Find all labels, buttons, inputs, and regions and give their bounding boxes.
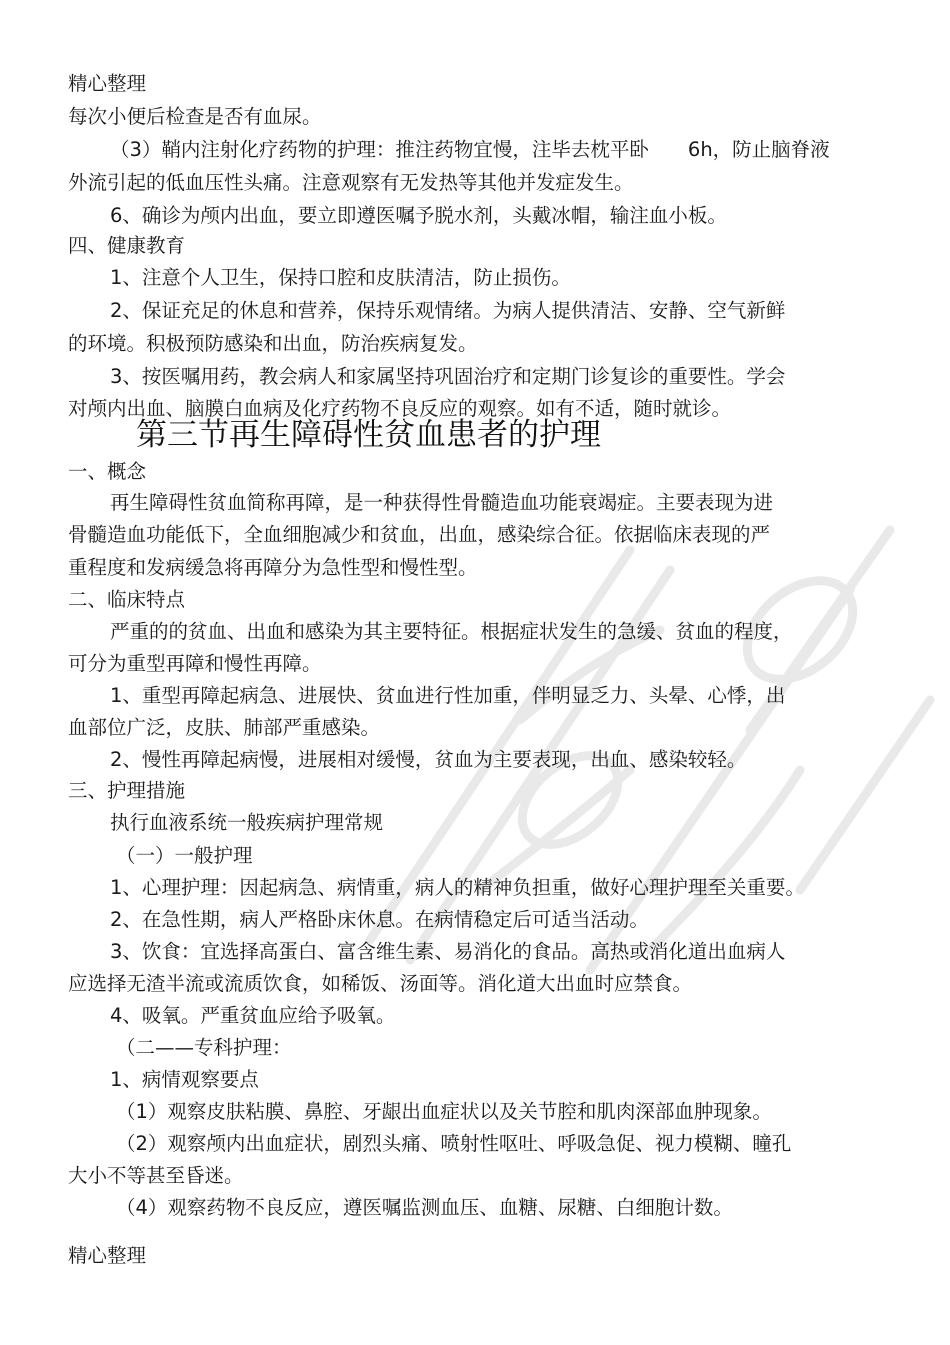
page-header: 精心整理 bbox=[68, 72, 147, 95]
body-line: （1）观察皮肤粘膜、鼻腔、牙龈出血症状以及关节腔和肌肉深部血肿现象。 bbox=[116, 1100, 772, 1123]
body-line: 1、重型再障起病急、进展快、贫血进行性加重，伴明显乏力、头晕、心悸，出 bbox=[110, 684, 786, 707]
body-line: （4）观察药物不良反应，遵医嘱监测血压、血糖、尿糖、白细胞计数。 bbox=[116, 1196, 733, 1219]
subsection-heading: （二——专科护理： bbox=[116, 1036, 292, 1059]
body-line: 大小不等甚至昏迷。 bbox=[68, 1164, 244, 1187]
section-heading: 一、概念 bbox=[68, 460, 147, 483]
body-line: 6、确诊为颅内出血，要立即遵医嘱予脱水剂，头戴冰帽，输注血小板。 bbox=[110, 204, 727, 227]
body-line: 每次小便后检查是否有血尿。 bbox=[68, 105, 322, 128]
body-line: 2、在急性期，病人严格卧床休息。在病情稳定后可适当活动。 bbox=[110, 908, 649, 931]
page-footer: 精心整理 bbox=[68, 1244, 147, 1267]
body-line: 再生障碍性贫血简称再障，是一种获得性骨髓造血功能衰竭症。主要表现为进 bbox=[110, 491, 774, 514]
body-line: 严重的的贫血、出血和感染为其主要特征。根据症状发生的急缓、贫血的程度， bbox=[110, 620, 793, 643]
body-line: 3、按医嘱用药，教会病人和家属坚持巩固治疗和定期门诊复诊的重要性。学会 bbox=[110, 365, 786, 388]
body-line: （3）鞘内注射化疗药物的护理：推注药物宜慢，注毕去枕平卧 6h，防止脑脊液 bbox=[110, 138, 830, 161]
section-heading: 四、健康教育 bbox=[68, 234, 186, 257]
body-line: 可分为重型再障和慢性再障。 bbox=[68, 652, 322, 675]
body-line: 2、慢性再障起病慢，进展相对缓慢，贫血为主要表现，出血、感染较轻。 bbox=[110, 748, 747, 771]
body-line: 应选择无渣半流或流质饮食，如稀饭、汤面等。消化道大出血时应禁食。 bbox=[68, 972, 693, 995]
body-line: 血部位广泛，皮肤、肺部严重感染。 bbox=[68, 716, 381, 739]
body-line: 3、饮食：宜选择高蛋白、富含维生素、易消化的食品。高热或消化道出血病人 bbox=[110, 940, 786, 963]
body-line: 1、病情观察要点 bbox=[110, 1068, 259, 1091]
subsection-heading: （一）一般护理 bbox=[116, 844, 253, 867]
body-line: 骨髓造血功能低下，全血细胞减少和贫血，出血，感染综合征。依据临床表现的严 bbox=[68, 523, 771, 546]
body-line: 重程度和发病缓急将再障分为急性型和慢性型。 bbox=[68, 556, 478, 579]
body-line: 2、保证充足的休息和营养，保持乐观情绪。为病人提供清洁、安静、空气新鲜 bbox=[110, 299, 786, 322]
body-line: 4、吸氧。严重贫血应给予吸氧。 bbox=[110, 1004, 396, 1027]
section-heading: 三、护理措施 bbox=[68, 779, 186, 802]
body-line: 对颅内出血、脑膜白血病及化疗药物不良反应的观察。如有不适，随时就诊。 bbox=[68, 397, 732, 420]
page-title: 第三节再生障碍性贫血患者的护理 bbox=[136, 417, 601, 453]
body-line: 外流引起的低血压性头痛。注意观察有无发热等其他并发症发生。 bbox=[68, 171, 634, 194]
body-line: 的环境。积极预防感染和出血，防治疾病复发。 bbox=[68, 332, 478, 355]
body-line: 执行血液系统一般疾病护理常规 bbox=[110, 811, 384, 834]
section-heading: 二、临床特点 bbox=[68, 588, 186, 611]
body-line: 1、注意个人卫生，保持口腔和皮肤清洁，防止损伤。 bbox=[110, 266, 571, 289]
body-line: （2）观察颅内出血症状，剧烈头痛、喷射性呕吐、呼吸急促、视力模糊、瞳孔 bbox=[116, 1132, 792, 1155]
body-line: 1、心理护理：因起病急、病情重，病人的精神负担重，做好心理护理至关重要。 bbox=[110, 876, 805, 899]
